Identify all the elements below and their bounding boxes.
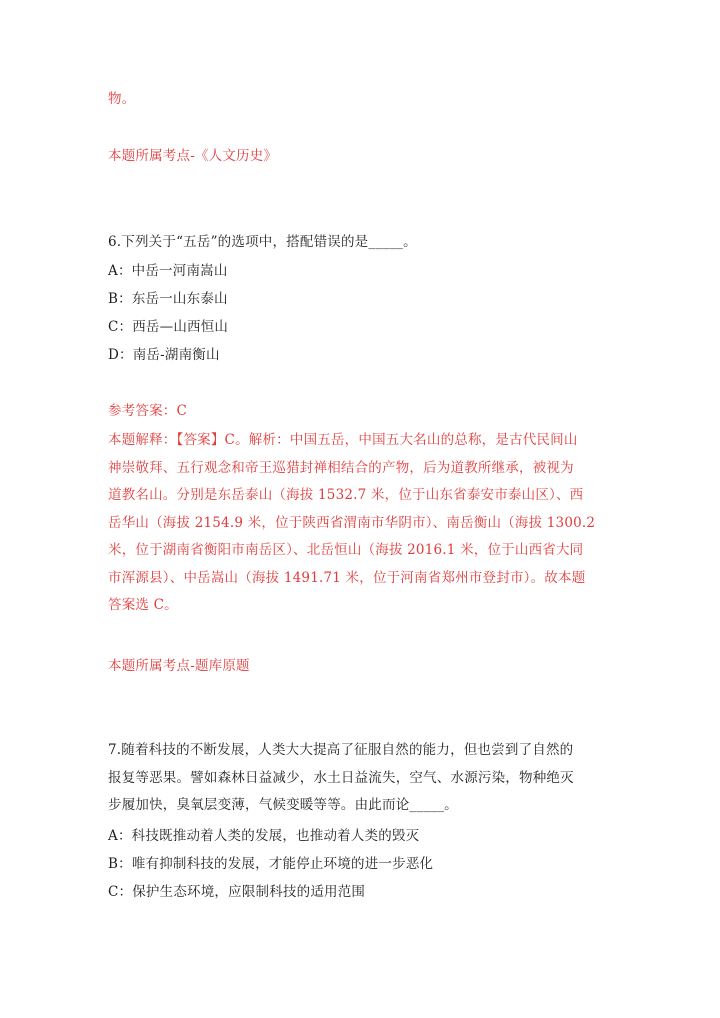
- q6-explanation-line: 岳华山（海拔 2154.9 米，位于陕西省渭南市华阴市）、南岳衡山（海拔 1300.2: [108, 514, 596, 531]
- q6-reference-answer: 参考答案：C: [108, 403, 188, 419]
- q6-option-b: B：东岳一山东泰山: [108, 291, 228, 307]
- q7-stem-line: 步履加快，臭氧层变薄，气候变暖等等。由此而论_____。: [108, 797, 458, 813]
- q7-option-a: A：科技既推动着人类的发展，也推动着人类的毁灭: [108, 828, 420, 844]
- q6-option-d: D：南岳-湖南衡山: [108, 347, 220, 363]
- q6-option-c: C：西岳—山西恒山: [108, 319, 229, 335]
- q6-explanation-line: 答案选 C。: [108, 597, 178, 613]
- q6-option-a: A：中岳一河南嵩山: [108, 263, 228, 279]
- q6-explanation-line: 神崇敬拜、五行观念和帝王巡猎封禅相结合的产物，后为道教所继承，被视为: [108, 459, 574, 476]
- q6-knowledge-point: 本题所属考点-题库原题: [108, 658, 250, 674]
- q7-stem: [108, 737, 608, 820]
- q7-stem-line: 报复等恶果。譬如森林日益减少，水土日益流失，空气、水源污染，物种绝灭: [108, 769, 574, 786]
- prev-answer-tail: 物。: [108, 91, 136, 107]
- q6-explanation-line: 市浑源县）、中岳嵩山（海拔 1491.71 米，位于河南省郑州市登封市）。故本题: [108, 569, 586, 586]
- q6-stem: 6.下列关于“五岳”的选项中，搭配错误的是_____。: [108, 234, 417, 250]
- q6-explanation: [108, 427, 608, 620]
- q6-explanation-line: 本题解释：【答案】C。解析：中国五岳，中国五大名山的总称，是古代民间山: [108, 432, 578, 448]
- q7-option-b: B：唯有抑制科技的发展，才能停止环境的进一步恶化: [108, 856, 434, 872]
- q7-stem-line: 7.随着科技的不断发展，人类大大提高了征服自然的能力，但也尝到了自然的: [108, 742, 574, 758]
- q7-option-c: C：保护生态环境，应限制科技的适用范围: [108, 884, 366, 900]
- q6-explanation-line: 道教名山。分别是东岳泰山（海拔 1532.7 米，位于山东省泰安市泰山区）、西: [108, 487, 584, 503]
- prev-knowledge-point: 本题所属考点-《人文历史》: [108, 148, 278, 164]
- q6-explanation-line: 米，位于湖南省衡阳市南岳区）、北岳恒山（海拔 2016.1 米，位于山西省大同: [108, 542, 584, 558]
